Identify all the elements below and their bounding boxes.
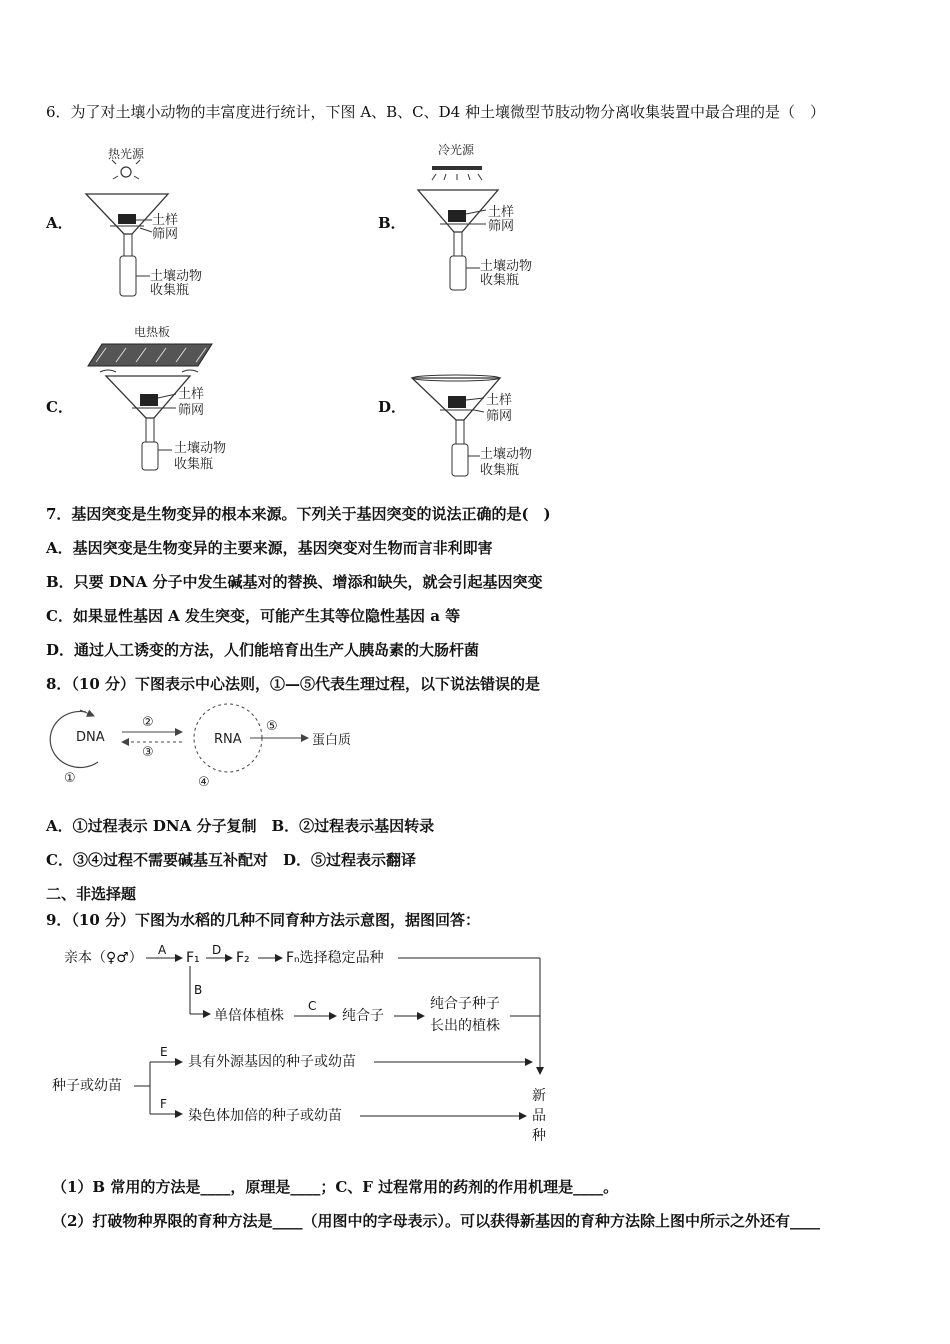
q6-option-d-label: D． [378, 398, 407, 416]
protein-label: 蛋白质 [312, 733, 352, 748]
process-4-label: ④ [198, 775, 210, 790]
q9-sub1: （1）B 常用的方法是____，原理是____；C、F 过程常用的药剂的作用机理是____。 [52, 1178, 619, 1196]
heat-light-icon [112, 160, 140, 179]
q8-options-row1: A．①过程表示 DNA 分子复制 B．②过程表示基因转录 [46, 817, 435, 835]
fig-d-animal-label: 土壤动物 [480, 447, 533, 462]
foreign-gene-label: 具有外源基因的种子或幼苗 [188, 1054, 356, 1070]
doubled-label: 染色体加倍的种子或幼苗 [188, 1108, 342, 1124]
q6-option-a-label: A． [46, 214, 73, 232]
q9-stem: 9．（10 分）下图为水稻的几种不同育种方法示意图，据图回答： [46, 911, 481, 929]
fig-b-sieve-label: 筛网 [488, 219, 515, 234]
fn-label: Fₙ选择稳定品种 [286, 950, 384, 966]
fig-c-bottle-label: 收集瓶 [174, 457, 214, 472]
funnel-figure-c [86, 322, 246, 482]
q7-option-a: A．基因突变是生物变异的主要来源，基因突变对生物而言非利即害 [46, 539, 493, 557]
process-1-label: ① [64, 771, 76, 786]
homozygote-label: 纯合子 [342, 1008, 384, 1024]
haploid-label: 单倍体植株 [214, 1008, 284, 1024]
fig-a-bottle-label: 收集瓶 [150, 283, 190, 298]
heat-source-label: 热光源 [108, 147, 145, 161]
rna-label: RNA [214, 732, 242, 747]
parent-label: 亲本（♀♂） [64, 950, 143, 966]
q7-option-c: C．如果显性基因 A 发生突变，可能产生其等位隐性基因 a 等 [46, 607, 461, 625]
dna-label: DNA [76, 730, 105, 745]
cold-light-icon [432, 166, 482, 180]
step-d-label: D [212, 943, 222, 957]
step-b-label: B [194, 983, 203, 997]
q7-stem: 7．基因突变是生物变异的根本来源。下列关于基因突变的说法正确的是( ) [46, 505, 551, 523]
cold-source-label: 冷光源 [438, 143, 475, 157]
funnel-figure-b [410, 140, 550, 300]
q7-option-b: B．只要 DNA 分子中发生碱基对的替换、增添和缺失，就会引起基因突变 [46, 573, 543, 591]
fig-d-bottle-label: 收集瓶 [480, 463, 520, 478]
q8-options-row2: C．③④过程不需要碱基互补配对 D．⑤过程表示翻译 [46, 851, 416, 869]
new-variety-char-2: 品 [532, 1108, 546, 1124]
q6-stem: 6．为了对土壤小动物的丰富度进行统计，下图 A、B、C、D4 种土壤微型节肢动物分离收集装置中最合理的是（ ） [46, 103, 825, 121]
f2-label: F₂ [236, 950, 250, 966]
q6-option-c-label: C． [46, 398, 73, 416]
fig-a-animal-label: 土壤动物 [150, 269, 203, 284]
q7-option-d: D．通过人工诱变的方法，人们能培育出生产人胰岛素的大肠杆菌 [46, 641, 480, 659]
fig-c-animal-label: 土壤动物 [174, 441, 227, 456]
process-3-label: ③ [142, 745, 154, 760]
fig-b-soil-label: 土样 [488, 205, 515, 220]
step-c-label: C [308, 999, 317, 1013]
fig-c-sieve-label: 筛网 [178, 403, 205, 418]
fig-d-sieve-label: 筛网 [486, 409, 513, 424]
q8-stem: 8．（10 分）下图表示中心法则，①—⑤代表生理过程，以下说法错误的是 [46, 675, 541, 693]
step-f-label: F [160, 1097, 167, 1111]
breeding-flowchart [48, 938, 568, 1150]
step-a-label: A [158, 943, 167, 957]
fig-a-sieve-label: 筛网 [152, 227, 179, 242]
heat-plate-icon [88, 344, 212, 372]
funnel-figure-a [80, 146, 220, 306]
step-e-label: E [160, 1045, 168, 1059]
q9-sub2: （2）打破物种界限的育种方法是____（用图中的字母表示）。可以获得新基因的育种方法除上图中所示之外还有____ [52, 1212, 820, 1230]
process-2-label: ② [142, 715, 154, 730]
fig-c-soil-label: 土样 [178, 387, 205, 402]
heat-plate-label: 电热板 [134, 325, 171, 339]
f1-label: F₁ [186, 950, 200, 966]
process-5-label: ⑤ [266, 719, 278, 734]
homo-seed-label-2: 长出的植株 [430, 1018, 500, 1034]
q6-option-b-label: B． [378, 214, 406, 232]
fig-b-bottle-label: 收集瓶 [480, 273, 520, 288]
new-variety-char-3: 种 [532, 1128, 546, 1144]
section-title: 二、非选择题 [46, 885, 137, 903]
fig-b-animal-label: 土壤动物 [480, 259, 533, 274]
seed-label: 种子或幼苗 [52, 1078, 122, 1094]
fig-d-soil-label: 土样 [486, 393, 513, 408]
funnel-figure-d [408, 372, 568, 484]
homo-seed-label-1: 纯合子种子 [430, 996, 500, 1012]
central-dogma-diagram [40, 700, 380, 796]
new-variety-char-1: 新 [532, 1088, 546, 1104]
fig-a-soil-label: 土样 [152, 213, 179, 228]
